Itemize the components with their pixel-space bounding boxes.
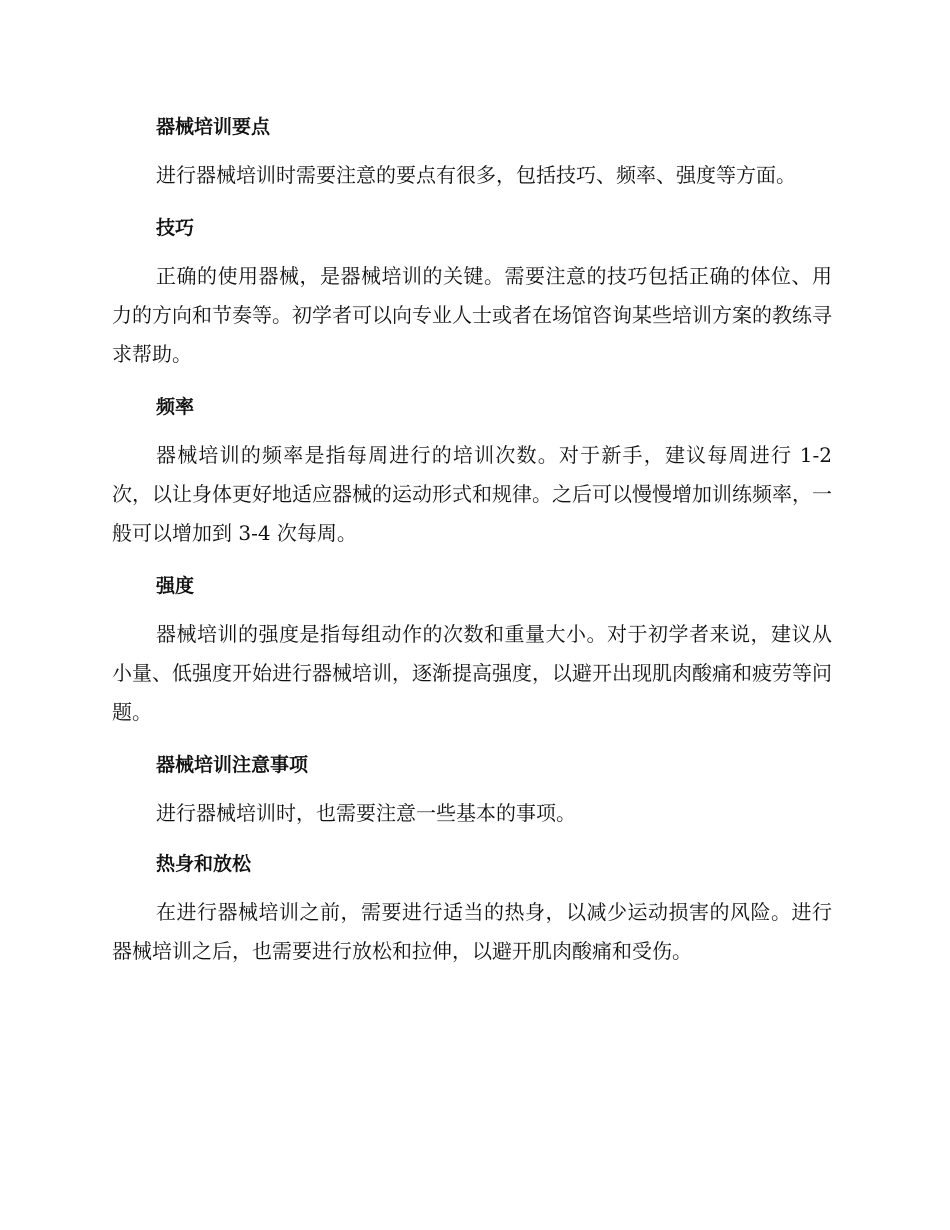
section-heading-precautions: 器械培训注意事项 (156, 754, 309, 776)
section-heading-intensity: 强度 (156, 575, 195, 597)
section-heading-warmup-cooldown: 热身和放松 (156, 853, 252, 875)
section-body-intensity: 器械培训的强度是指每组动作的次数和重量大小。对于初学者来说，建议从小量、低强度开始进行器械培训，逐渐提高强度，以避开出现肌肉酸痛和疲劳等问题。 (112, 622, 832, 724)
section-body-warmup-cooldown: 在进行器械培训之前，需要进行适当的热身，以减少运动损害的风险。进行器械培训之后，也需要进行放松和拉伸，以避开肌肉酸痛和受伤。 (112, 900, 832, 963)
section-heading-technique: 技巧 (156, 217, 195, 239)
section-body-equipment-training-points: 进行器械培训时需要注意的要点有很多，包括技巧、频率、强度等方面。 (156, 163, 796, 187)
section-body-technique: 正确的使用器械，是器械培训的关键。需要注意的技巧包括正确的体位、用力的方向和节奏等。初学者可以向专业人士或者在场馆咨询某些培训方案的教练寻求帮助。 (112, 264, 832, 366)
document-page (112, 108, 832, 985)
section-heading-frequency: 频率 (156, 396, 195, 418)
section-body-frequency: 器械培训的频率是指每周进行的培训次数。对于新手，建议每周进行 1-2 次，以让身体更好地适应器械的运动形式和规律。之后可以慢慢增加训练频率，一般可以增加到 3-4 次每周。 (112, 443, 832, 545)
section-heading-equipment-training-points: 器械培训要点 (156, 116, 271, 138)
section-body-precautions: 进行器械培训时，也需要注意一些基本的事项。 (156, 801, 576, 825)
